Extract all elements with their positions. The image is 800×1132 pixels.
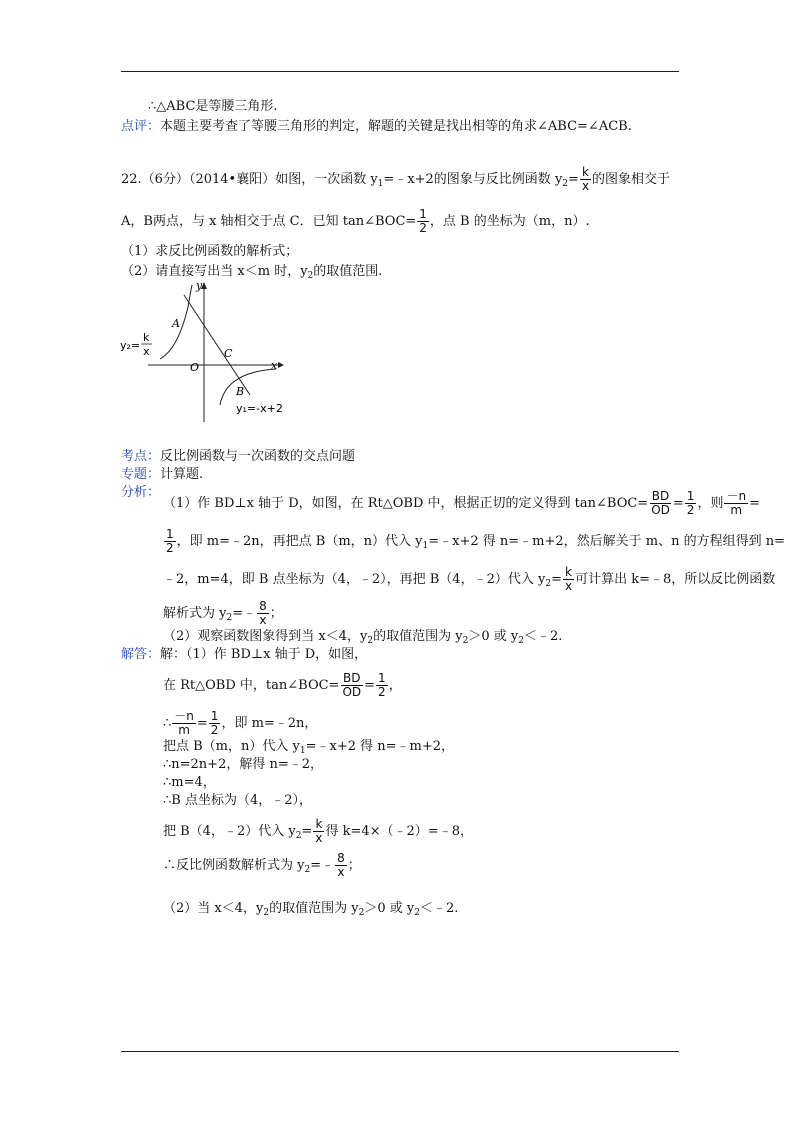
bottom-rule (121, 1051, 679, 1052)
analysis-line-4: 解析式为 $y_2=﹣$ $\frac{8}{x}$ ； (163, 599, 283, 627)
analysis-line-1: （1）作 BD⊥x 轴于 D，如图，在 Rt△OBD 中，根据正切的定义得到 tan∠BOC= $\frac{BD}{OD}$ = $\frac{1}{2}$ ，则 $\frac{-n}{m}$ = (163, 489, 760, 517)
solution-line-8: 把 B（4，﹣2）代入 $y_2=$ $\frac{k}{x}$ 得 k=4×（﹣2）=﹣8， (163, 817, 473, 845)
prev-conclusion: ∴△ABC是等腰三角形. (148, 99, 278, 114)
y-axis-label: y (196, 279, 203, 292)
solution-line-10: （2）当 x＜4，$y_2$的取值范围为 $y_2>0$ 或 $y_2<﹣2$. (163, 901, 459, 918)
fraction-k-over-x: $\frac{k}{x}$ (581, 165, 590, 193)
x-axis-arrow (278, 362, 284, 368)
solution-line-6: ∴m=4， (163, 775, 216, 790)
solution-line-3: ∴ $\frac{-n}{m}$ = $\frac{1}{2}$ ，即 m=﹣2n， (163, 709, 318, 737)
solution-line-5: ∴n=2n+2，解得 n=﹣2， (163, 757, 324, 772)
origin-label: O (190, 361, 200, 374)
solution-line-4: 把点 B（m，n）代入 $y_1=﹣x+2$ 得 n=﹣m+2， (163, 739, 455, 756)
analysis-line-5: （2）观察函数图象得到当 x＜4，$y_2$的取值范围为 $y_2>0$ 或 $y_2<﹣2$. (163, 629, 563, 646)
x-axis-label: x (271, 359, 278, 372)
question-2: （2）请直接写出当 x＜m 时，$y_2$的取值范围. (121, 264, 383, 281)
curve-label-prefix: y₂= (120, 339, 141, 352)
review-label: 点评： (121, 119, 161, 134)
point-a-label: A (172, 317, 180, 330)
point-c-label: C (224, 347, 233, 360)
function-graph (118, 277, 288, 425)
analysis-line-2: $\frac{1}{2}$ ，即 m=﹣2n，再把点 B（m，n）代入 $y_1=﹣x+2$ 得 n=﹣m+2，然后解关于 m、n 的方程组得到 n= (166, 527, 786, 555)
solution-line-7: ∴B 点坐标为（4，﹣2）， (163, 793, 312, 808)
analysis-line-3: ﹣2，m=4，即 B 点坐标为（4，﹣2），再把 B（4，﹣2）代入 $y_2=$ $\frac{k}{x}$ 可计算出 k=﹣8，所以反比例函数 (163, 565, 776, 593)
top-rule (121, 71, 679, 72)
prev-review (121, 118, 632, 136)
fenxi-label: 分析： (121, 485, 161, 500)
problem-line-1: 22.（6分）（2014•襄阳）如图，一次函数 $y_1=﹣x+2$的图象与反比例函数 $y_2=$ $\frac{k}{x}$ 的图象相交于 (121, 165, 671, 193)
point-b-label: B (236, 385, 245, 398)
hyperbola-branch-lower-right (220, 369, 276, 405)
question-1: （1）求反比例函数的解析式； (121, 244, 299, 259)
zhuanti-row: 专题：计算题. (121, 467, 204, 482)
curve-label-num: k (143, 331, 150, 344)
solution-line-2: 在 Rt△OBD 中，tan∠BOC= $\frac{BD}{OD}$ = $\frac{1}{2}$ ， (163, 671, 402, 699)
solution-line-9: ∴反比例函数解析式为 $y_2=﹣$ $\frac{8}{x}$ ； (163, 851, 361, 879)
curve-label-den: x (143, 345, 150, 358)
solution-line-1: 解答：解：（1）作 BD⊥x 轴于 D，如图， (121, 647, 368, 662)
line-label: y₁=-x+2 (236, 402, 283, 415)
review-text: 本题主要考查了等腰三角形的判定，解题的关键是找出相等的角求∠ABC=∠ACB. (160, 119, 632, 134)
kaodian-row: 考点：反比例函数与一次函数的交点问题 (121, 449, 356, 464)
fraction-one-half: $\frac{1}{2}$ (419, 207, 427, 235)
problem-line-2: A，B两点，与 x 轴相交于点 C．已知 tan∠BOC= $\frac{1}{2}$ ，点 B 的坐标为（m，n）. (121, 207, 590, 235)
linear-function-line (184, 295, 250, 395)
